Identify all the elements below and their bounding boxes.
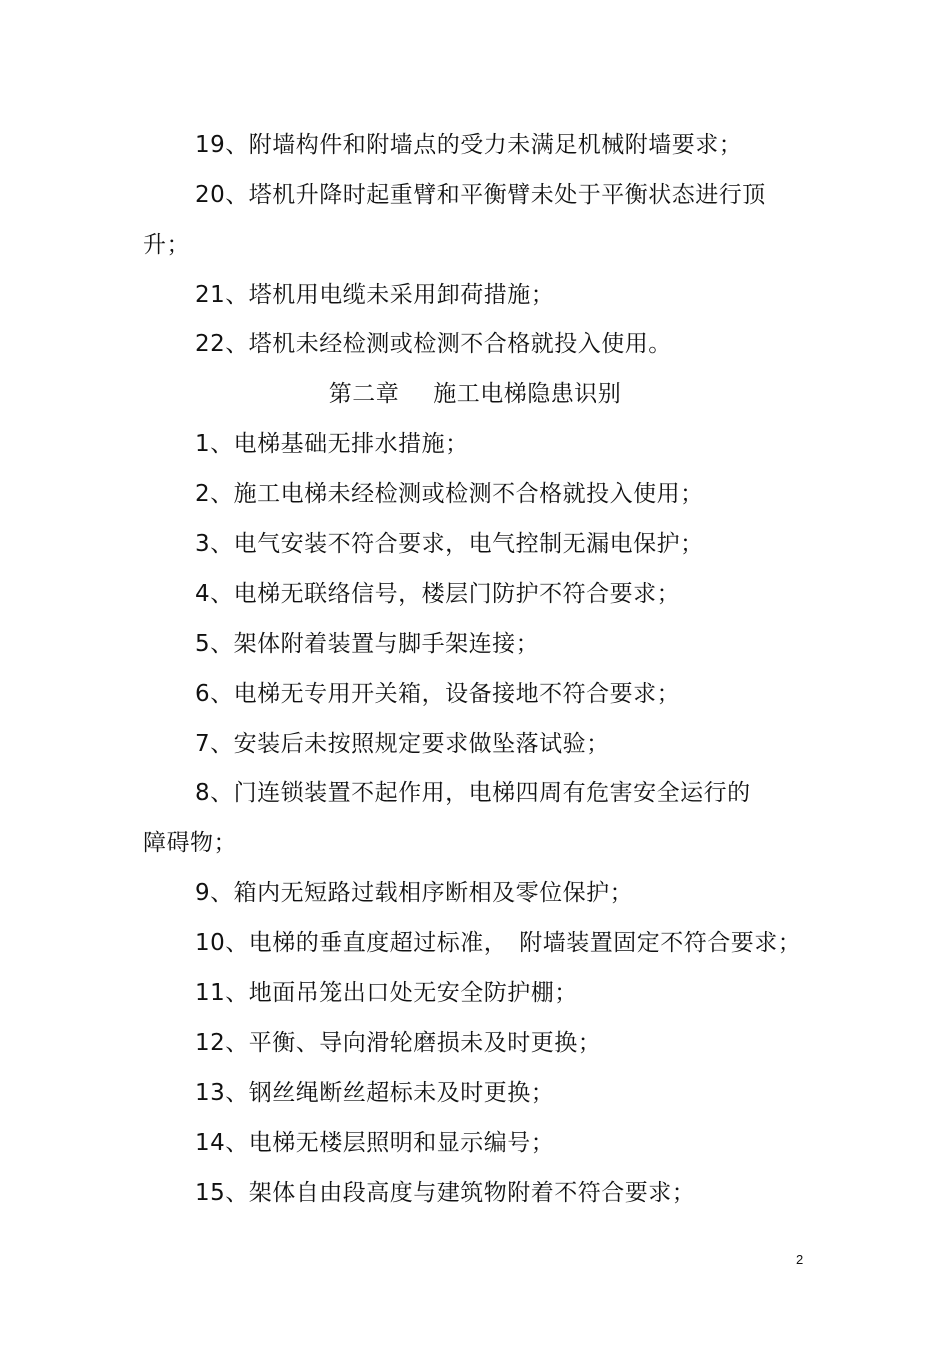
- chapter-number: 第二章: [328, 381, 400, 407]
- list-item: 22、塔机未经检测或检测不合格就投入使用。: [195, 331, 672, 357]
- list-item: 5、架体附着装置与脚手架连接；: [195, 631, 540, 657]
- list-item-continuation: 障碍物；: [143, 830, 237, 856]
- list-item: 10、电梯的垂直度超过标准， 附墙装置固定不符合要求；: [195, 930, 802, 956]
- list-item: 8、门连锁装置不起作用，电梯四周有危害安全运行的: [195, 780, 751, 806]
- chapter-title: 施工电梯隐患识别: [433, 381, 622, 407]
- list-item: 1、电梯基础无排水措施；: [195, 431, 469, 457]
- list-item: 14、电梯无楼层照明和显示编号；: [195, 1130, 555, 1156]
- list-item: 21、塔机用电缆未采用卸荷措施；: [195, 282, 555, 308]
- list-item: 19、附墙构件和附墙点的受力未满足机械附墙要求；: [195, 132, 743, 158]
- list-item: 3、电气安装不符合要求，电气控制无漏电保护；: [195, 531, 704, 557]
- list-item: 13、钢丝绳断丝超标未及时更换；: [195, 1080, 555, 1106]
- list-item: 9、箱内无短路过载相序断相及零位保护；: [195, 880, 634, 906]
- list-item: 2、施工电梯未经检测或检测不合格就投入使用；: [195, 481, 704, 507]
- chapter-heading: [0, 379, 950, 409]
- list-item-continuation: 升；: [143, 232, 190, 258]
- list-item: 7、安装后未按照规定要求做坠落试验；: [195, 731, 610, 757]
- list-item: 11、地面吊笼出口处无安全防护棚；: [195, 980, 578, 1006]
- page-number: 2: [796, 1252, 804, 1267]
- list-item: 4、电梯无联络信号，楼层门防护不符合要求；: [195, 581, 681, 607]
- list-item: 20、塔机升降时起重臂和平衡臂未处于平衡状态进行顶: [195, 182, 766, 208]
- list-item: 6、电梯无专用开关箱，设备接地不符合要求；: [195, 681, 681, 707]
- list-item: 15、架体自由段高度与建筑物附着不符合要求；: [195, 1180, 696, 1206]
- list-item: 12、平衡、导向滑轮磨损未及时更换；: [195, 1030, 602, 1056]
